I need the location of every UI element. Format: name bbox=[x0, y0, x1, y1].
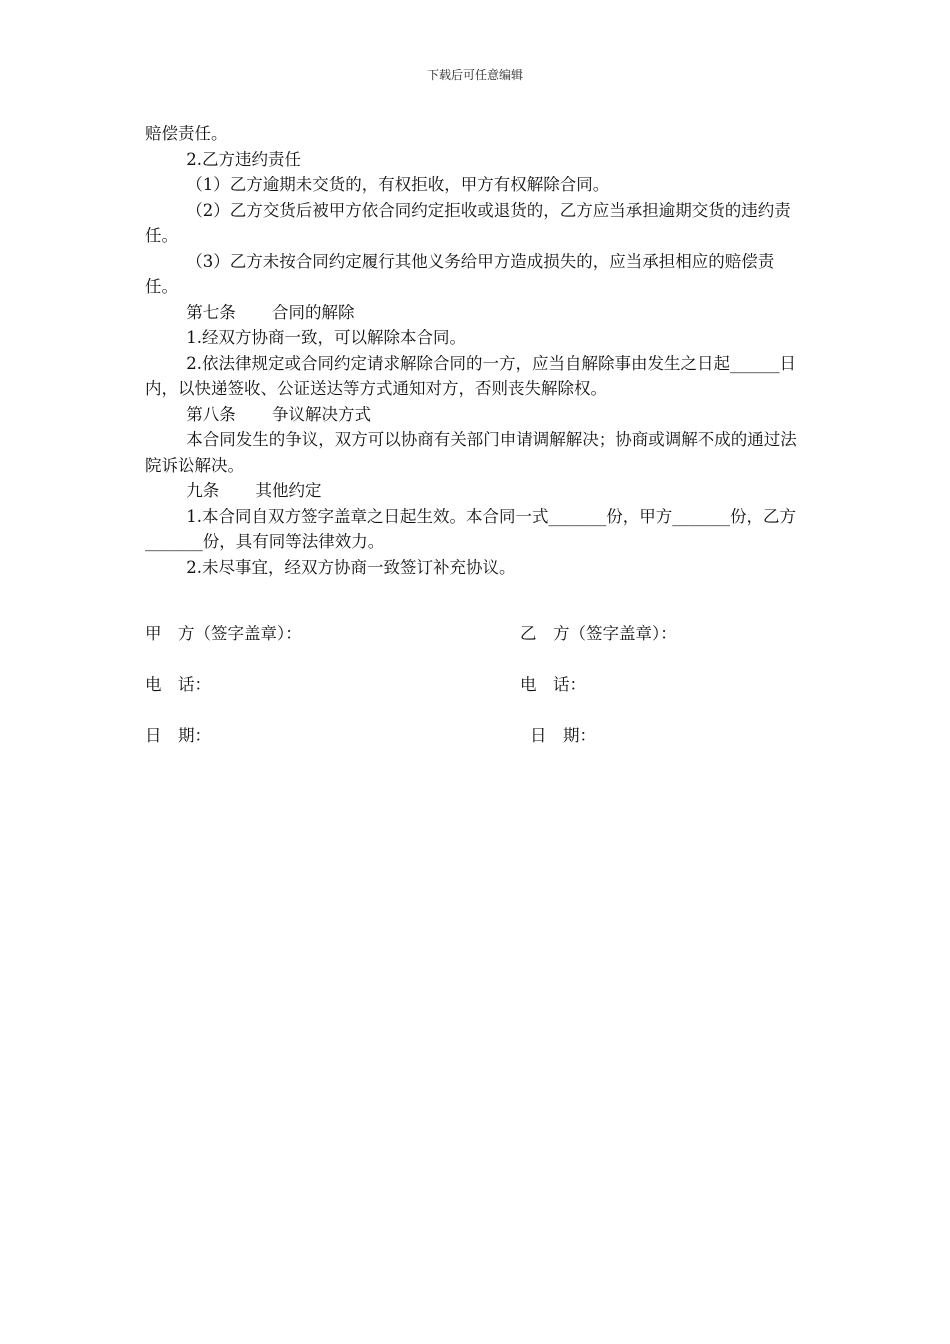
article-title: 争议解决方式 bbox=[272, 404, 372, 424]
article-number: 九条 bbox=[186, 481, 220, 500]
signature-row bbox=[145, 620, 807, 671]
paragraph: （2）乙方交货后被甲方依合同约定拒收或退货的，乙方应当承担逾期交货的违约责任。 bbox=[145, 200, 791, 245]
article-title: 其他约定 bbox=[255, 481, 322, 500]
contract-body bbox=[145, 121, 807, 580]
article-title: 合同的解除 bbox=[272, 302, 355, 322]
article-heading-8 bbox=[145, 402, 807, 428]
article-number: 第七条 bbox=[186, 302, 236, 322]
party-b-phone-label: 电 话： bbox=[520, 675, 586, 694]
party-b-signature-label: 乙 方（签字盖章）： bbox=[520, 624, 677, 643]
paragraph: （3）乙方未按合同约定履行其他义务给甲方造成损失的，应当承担相应的赔偿责任。 bbox=[145, 251, 775, 296]
party-a-date-label: 日 期： bbox=[145, 726, 211, 745]
party-a-phone-label: 电 话： bbox=[145, 675, 211, 694]
paragraph: （1）乙方逾期未交货的，有权拒收，甲方有权解除合同。 bbox=[186, 175, 610, 194]
date-row bbox=[145, 722, 807, 773]
paragraph: 1.本合同自双方签字盖章之日起生效。本合同一式_______份，甲方_______份，乙方_______份，具有同等法律效力。 bbox=[145, 506, 796, 551]
party-b-date-label: 日 期： bbox=[530, 726, 596, 745]
article-heading-7 bbox=[145, 300, 807, 326]
party-a-signature-label: 甲 方（签字盖章）： bbox=[145, 624, 302, 643]
paragraph: 2.依法律规定或合同约定请求解除合同的一方，应当自解除事由发生之日起______日内，以快递签收、公证送达等方式通知对方，否则丧失解除权。 bbox=[145, 353, 796, 398]
paragraph: 1.经双方协商一致，可以解除本合同。 bbox=[186, 328, 466, 347]
page-header-note: 下载后可任意编辑 bbox=[426, 68, 523, 82]
signature-block bbox=[145, 620, 807, 773]
article-number: 第八条 bbox=[186, 404, 236, 424]
paragraph: 2.未尽事宜，经双方协商一致签订补充协议。 bbox=[186, 557, 516, 577]
article-heading-9 bbox=[145, 478, 807, 504]
paragraph: 本合同发生的争议，双方可以协商有关部门申请调解解决；协商或调解不成的通过法院诉讼解决。 bbox=[145, 430, 797, 475]
clause-heading: 2.乙方违约责任 bbox=[186, 149, 301, 169]
phone-row bbox=[145, 671, 807, 722]
paragraph: 赔偿责任。 bbox=[145, 124, 228, 143]
